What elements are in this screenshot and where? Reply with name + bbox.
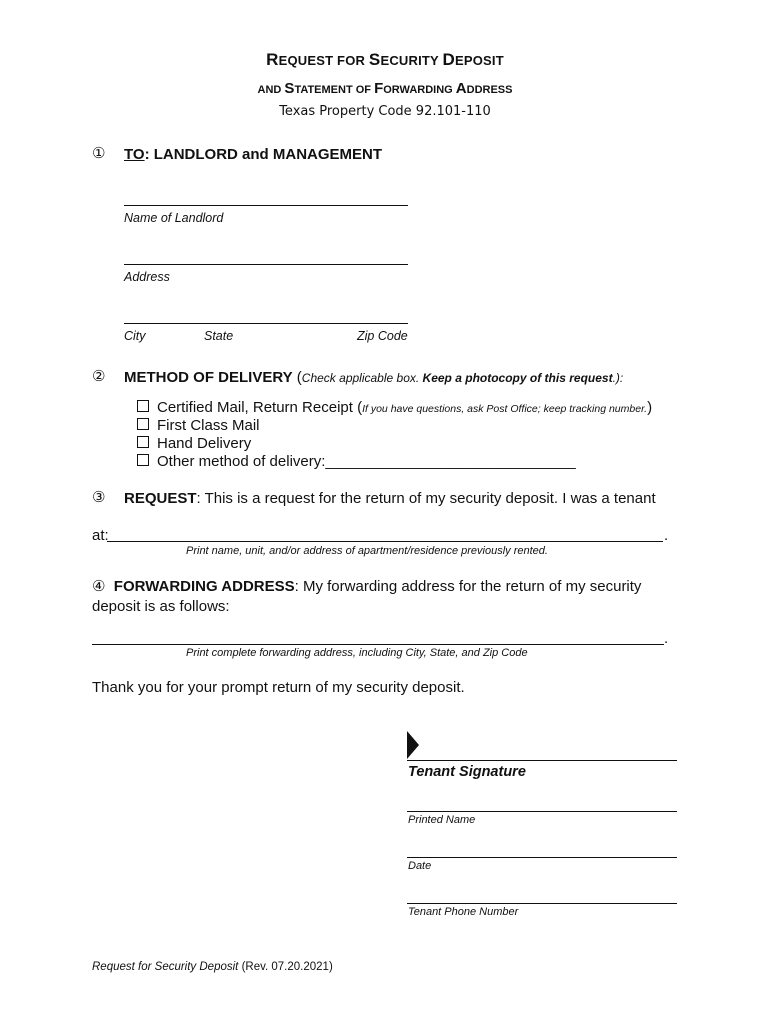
option-note-close: ): [647, 399, 653, 416]
rented-address-caption: Print name, unit, and/or address of apartment/residence previously rented.: [186, 545, 548, 557]
at-label: at:: [92, 527, 109, 544]
option-label: Certified Mail, Return Receipt: [157, 399, 353, 416]
subtitle-s: S: [284, 80, 295, 97]
footer: [92, 961, 333, 973]
section4-line1: [92, 577, 680, 595]
landlord-name-label: Name of Landlord: [124, 211, 224, 225]
tenant-signature-label: Tenant Signature: [408, 764, 526, 780]
footer-title: Request for Security Deposit: [92, 961, 239, 973]
to-label: TO: [124, 146, 145, 163]
title-eposit: EPOSIT: [455, 53, 504, 68]
section2-heading: [124, 369, 623, 387]
property-code: Texas Property Code 92.101-110: [279, 104, 491, 119]
city-label: City: [124, 329, 146, 343]
phone-line[interactable]: [407, 903, 677, 904]
zip-label: Zip Code: [357, 329, 408, 343]
date-label: Date: [408, 860, 432, 872]
delivery-paren: (: [292, 369, 302, 386]
signature-line[interactable]: [407, 760, 677, 761]
section2-number: ②: [92, 367, 106, 385]
subtitle-ddress: DDRESS: [466, 84, 513, 96]
section4-number: ④: [92, 577, 106, 595]
forwarding-caption: Print complete forwarding address, including City, State, and Zip Code: [186, 647, 528, 659]
subtitle-tatement: TATEMENT OF: [294, 84, 375, 96]
document-title: [0, 50, 770, 70]
option-first-class-mail[interactable]: [137, 417, 260, 434]
title-s: S: [368, 50, 381, 69]
option-note-open: (: [352, 399, 363, 416]
checkbox[interactable]: [137, 436, 149, 448]
request-text: : This is a request for the return of my security deposit. I was a tenant: [196, 490, 656, 507]
section3-text: [124, 490, 656, 507]
address-line[interactable]: [124, 264, 408, 265]
checkbox[interactable]: [137, 418, 149, 430]
thank-you-text: Thank you for your prompt return of my security deposit.: [92, 679, 465, 696]
subtitle-orwarding: ORWARDING: [383, 84, 456, 96]
forwarding-period: .: [664, 630, 669, 647]
address-label: Address: [124, 270, 170, 284]
option-hand-delivery[interactable]: [137, 435, 251, 452]
delivery-instruction: Check applicable box.: [301, 371, 423, 385]
footer-rev: (Rev. 07.20.2021): [238, 961, 333, 973]
printed-name-label: Printed Name: [408, 814, 476, 826]
to-rest: : LANDLORD and MANAGEMENT: [144, 146, 383, 163]
option-other-method[interactable]: [137, 453, 576, 470]
section3-number: ③: [92, 488, 106, 506]
title-equest: EQUEST FOR: [278, 53, 369, 68]
forwarding-text1: : My forwarding address for the return of my security: [294, 578, 642, 595]
subtitle-a: A: [455, 80, 467, 97]
option-label: Other method of delivery:______________________________: [157, 453, 576, 470]
sign-here-arrow-icon: [407, 731, 419, 759]
delivery-instruction-end: .):: [612, 371, 624, 385]
option-label: Hand Delivery: [157, 435, 252, 452]
delivery-heading: METHOD OF DELIVERY: [124, 369, 293, 386]
city-state-zip-line[interactable]: [124, 323, 408, 324]
option-note: If you have questions, ask Post Office; keep tracking number.: [362, 403, 648, 415]
date-line[interactable]: [407, 857, 677, 858]
forwarding-address-line[interactable]: [92, 644, 664, 645]
checkbox[interactable]: [137, 454, 149, 466]
at-period: .: [664, 527, 669, 544]
printed-name-line[interactable]: [407, 811, 677, 812]
section1-number: ①: [92, 144, 106, 162]
title-ecurity: ECURITY: [380, 53, 443, 68]
option-certified-mail[interactable]: [137, 399, 652, 416]
checkbox[interactable]: [137, 400, 149, 412]
forwarding-heading: FORWARDING ADDRESS: [113, 578, 295, 595]
subtitle-f: F: [374, 80, 384, 97]
document-subtitle: [0, 80, 770, 97]
forwarding-text2: deposit is as follows:: [92, 598, 230, 615]
title-d: D: [442, 50, 455, 69]
request-heading: REQUEST: [124, 490, 197, 507]
delivery-instruction-bold: Keep a photocopy of this request: [422, 371, 613, 385]
phone-label: Tenant Phone Number: [408, 906, 519, 918]
title-r: R: [266, 50, 279, 69]
subtitle-and: AND: [257, 84, 285, 96]
state-label: State: [204, 329, 234, 343]
option-label: First Class Mail: [157, 417, 260, 434]
section1-heading: [124, 146, 382, 163]
rented-address-line[interactable]: [107, 541, 663, 542]
landlord-name-line[interactable]: [124, 205, 408, 206]
